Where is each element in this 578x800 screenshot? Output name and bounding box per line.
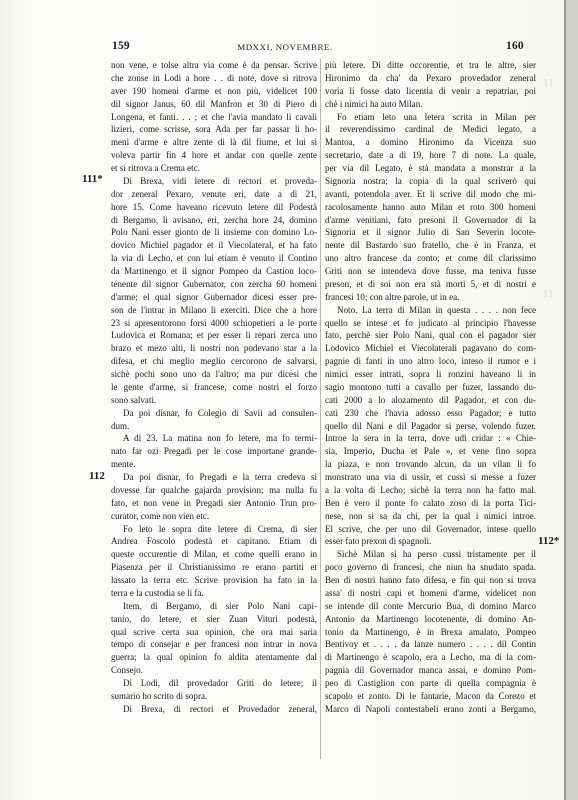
text-line: monstrato una via di ussir, et cussì si messe a fuzer: [325, 472, 536, 482]
text-line: dil signor Janus, 60 dil Manfron et 30 di Piero di: [111, 98, 317, 109]
text-line: Polo Nani esser gionto de li insieme con domino Lo-: [111, 227, 317, 238]
text-line: cati 230 che l'havia adosso esso Pagador; e tutto: [325, 407, 536, 418]
text-line: qual scrive certa sua opinion, che ora mai saria: [111, 626, 317, 637]
text-line: Sichè Milan si ha perso cussì tristamente per il: [337, 549, 536, 560]
text-line: Introe la sera in la terra, dove udì cridar : « Chie-: [325, 433, 536, 444]
text-line: guerra; la qual opinion fo aldita atentamente dal: [111, 652, 317, 663]
text-line: dor zeneral Pexaro, venute eri, date a dì 21,: [111, 188, 317, 199]
right-text-column: [325, 59, 536, 716]
text-line: brazo et mezo alti, li nostri non podevano star a la: [111, 343, 317, 354]
text-line: assa' di nostri capi et homeni d'arme, videlicet non: [325, 587, 536, 598]
text-line: Noto. La terra di Milan in questa . . . . non fece: [337, 304, 536, 315]
text-line: Da poi disnar, fo Pregadi e la terra credeva si: [123, 472, 317, 482]
text-line: Fo etiam leto una letera scrita in Milan per: [337, 111, 536, 122]
text-line: pagnia dil Governador manca assai, e domino Pom-: [325, 665, 536, 676]
text-line: son de l'intrar in Milano li exerciti. Dice che a hore: [111, 304, 317, 315]
right-page-number: 160: [506, 40, 524, 52]
text-line: mente.: [111, 459, 136, 470]
text-line: Andrea Foscolo podestà et capitano. Etiam di: [111, 536, 317, 547]
text-line: voria li fosse dato licentia di venir a repatriar, poi: [325, 85, 536, 96]
text-line: Longena, et fanti. . . ; et che l'avia mandato li cavali: [111, 111, 317, 122]
text-line: El scrive, che per uno dil Governador, intese quello: [325, 523, 536, 534]
text-line: di Bergamo, li avisano, eri, zercha hore 24, domino: [111, 214, 317, 225]
text-line: sumario ho scrito di sopra.: [111, 690, 208, 701]
text-line: sagio montono tutti a cavallo per fuzer, lassando du-: [325, 381, 536, 392]
text-line: il reverendissimo cardinal de Medici legato, a: [325, 124, 536, 135]
text-line: Di Brexa, vidi letere di rectori et proveda-: [123, 175, 317, 186]
page-header: [0, 40, 578, 56]
text-line: avanti, potendola aver. Et li scrive dil modo che mi-: [325, 188, 536, 199]
text-line: aver 190 homeni d'arme et non più, videlicet 100: [111, 85, 317, 96]
text-line: nato far ozi Pregadi per le cose importane grande-: [111, 446, 317, 457]
text-line: esser fato prexon di spagnoli.: [325, 536, 432, 547]
text-line: Di Lodi, dil provedador Griti do letere; il: [123, 678, 317, 688]
text-line: nimici esser intrati, sopra li ronzini haveano li in: [325, 369, 536, 379]
text-line: Ben è vero il ponte fo calato zoso di la porta Tici-: [325, 497, 536, 508]
text-line: francesi 10; con altre parole, ut in ea.: [325, 291, 460, 302]
text-line: quello se intese et fo judicato al principio l'havesse: [325, 317, 536, 328]
text-line: Mantoa, a domino Hironimo da Vicenza suo: [325, 137, 536, 148]
text-line: Da poi disnar, fo Colegio di Savii ad consulen-: [123, 407, 317, 418]
text-line: scapolo et zonto. Di le fantarie, Macon da Corezo et: [325, 690, 536, 701]
text-line: sichè pochi sono uno da l'altro; ma pur dicesi che: [111, 369, 317, 379]
text-line: nese, non si sa da chi, per la qual i nimici introe.: [325, 510, 536, 521]
left-text-column: [111, 59, 317, 716]
text-line: tanio, do letere, et sier Zuan Vituri podestà,: [111, 613, 317, 624]
text-line: Marco di Napoli contestabeli erano zonti a Bergamo,: [325, 703, 536, 714]
text-line: lassato la terra etc. Scrive provision ha fato in la: [111, 575, 317, 585]
text-line: che zonse in Lodi a hore . . di note, dove si ritrova: [111, 72, 317, 83]
text-line: 23 si apresentorono forsi 4000 schiopetieri a le porte: [111, 317, 317, 328]
text-line: da Martinengo et il signor Pompeo da Castion loco-: [111, 266, 317, 276]
margin-note: 112: [89, 470, 105, 482]
text-line: Ludovica et Romana; et per esser li repari zerca uno: [111, 330, 317, 341]
page-edge-strip: [564, 0, 578, 800]
text-line: uno altro francese da conto; et come dil clarissimo: [325, 253, 536, 264]
text-line: Signoria nostra; la copia di la qual scriverò qui: [325, 175, 536, 186]
text-line: fato, et non vene in Pregadi sier Antonio Trun pro-: [111, 497, 317, 508]
text-line: Consejo.: [111, 665, 143, 676]
text-line: Griti non se intendeva dove fusse, ma teniva fusse: [325, 266, 536, 276]
text-line: voleva partir fin 4 hore et andar con quelle zente: [111, 150, 317, 161]
text-line: curator, come non vien etc.: [111, 510, 210, 521]
text-line: poco governo di francesi, che niun ha snudato spada.: [325, 562, 536, 573]
text-line: non vene, e tolse altra via come è da pensar. Scrive: [111, 60, 317, 70]
text-line: Fo leto le sopra dite letere di Crema, di sier: [123, 523, 317, 534]
text-line: Bentivoy et . . . . da lanze numero . . . . dil Contin: [325, 639, 536, 650]
text-line: Item, di Bergamo, di sier Polo Nani capi-: [123, 600, 317, 611]
text-line: fato, perchè sier Polo Nani, qual con el pagador sier: [325, 330, 536, 341]
text-line: dum.: [111, 420, 130, 431]
text-line: terra e la custodia se li fa.: [111, 587, 204, 598]
text-line: a la volta di Lecho; sichè la terra non ha fatto mal.: [325, 484, 536, 495]
text-line: Ben di nostri hanno fato difesa, e fin qui non si trova: [325, 575, 536, 585]
text-line: quello dil Nani e dil Pagador si perse, volendo fuzer.: [325, 420, 536, 431]
text-line: per via dil Legato, è stà mandata a monstrar a la: [325, 163, 536, 173]
text-line: queste occurentie di Milan, et come quelli erano in: [111, 549, 317, 560]
text-line: le gente d'arme, sì francese, come nostri el forzo: [111, 381, 317, 392]
text-line: secretario, date a dì 19, hore 7 di note. La quale,: [325, 150, 536, 161]
text-line: la via di Lecho, et con lui etiam è venuto il Contino: [111, 253, 317, 264]
text-line: più letere. Di ditte occorentie, et tra le altre, sier: [325, 60, 536, 70]
column-separator: [320, 59, 321, 759]
text-line: d'arme venitiani, fato presoni il Governador di la: [325, 214, 536, 225]
text-line: pagnie di fanti in uno altro loco, inteso il rumor e i: [325, 356, 536, 367]
text-line: sono salvati.: [111, 394, 157, 405]
text-line: nente dil Bastardo suo fratello, che è in Franza, et: [325, 240, 536, 251]
text-line: A dì 23. La matina non fo letere, ma fo termi-: [123, 433, 317, 444]
text-line: lizieri, come scrisse, sora Ada per far passar li ho-: [111, 124, 317, 135]
text-line: dovico Michiel pagador et il Viecolateral, et ha fato: [111, 240, 317, 251]
text-line: sia, Imperio, Ducha et Pale », et vene fino sopra: [325, 446, 536, 457]
bleed-through-number: 11: [543, 77, 554, 89]
text-line: la piaza, e non trovando alcun, da un vilan li fo: [325, 459, 536, 470]
text-line: peo di Castiglion con parte di quella compagnia è: [325, 678, 536, 688]
text-line: d'arme; el qual signor Gubernador dicesi esser pre-: [111, 291, 317, 302]
bleed-through-number: 11: [543, 288, 554, 300]
text-line: Hironimo da cha' da Pexaro provedador zeneral: [325, 72, 536, 83]
text-line: tempo di consejar e per francesi non intrar in nova: [111, 639, 317, 650]
text-line: difesa, et chi meglio meglio cercorono de salvarsi,: [111, 356, 317, 367]
text-line: se intende dil conte Mercurio Bua, di domino Marco: [325, 600, 536, 611]
margin-note: 111*: [82, 173, 103, 185]
text-line: dovesse far qualche gajarda provision; ma nulla fu: [111, 484, 317, 495]
text-line: Di Brexa, di rectori et Provedador zeneral,: [123, 703, 317, 714]
running-title: MDXXI, NOVEMBRE.: [237, 42, 333, 52]
margin-note: 112*: [538, 535, 560, 547]
text-line: hore 15. Come haveano ricevuto letere dil Podestà: [111, 201, 317, 212]
page-edge-line: [564, 0, 566, 800]
text-line: cati 2000 a lo alozamento dil Pagador, et con du-: [325, 394, 536, 405]
text-line: Signoria et il signor Julio di San Severin locote-: [325, 227, 536, 238]
text-line: tonio da Martinengo, è in Brexa amalato, Pompeo: [325, 626, 536, 637]
text-line: Piasenza per il Christianissimo re erano partiti et: [111, 562, 317, 573]
text-line: Antonio da Martinengo locotenente, di domino An-: [325, 613, 536, 624]
text-line: chè i nimici ha auto Milan.: [325, 98, 423, 109]
left-page-number: 159: [112, 40, 130, 52]
text-line: tenente dil signor Gubernator, con zercha 60 homeni: [111, 278, 317, 289]
text-line: Lodovico Michiel et Viecolaterali pagavano do com-: [325, 343, 536, 354]
text-line: meni d'arme e altre zente di là dil fiume, et lui si: [111, 137, 317, 148]
text-line: di Martinengo è scapolo, era a Lecho, ma di la com-: [325, 652, 536, 663]
text-line: preson, et di soi non era stà morti 5, et di nostri e: [325, 278, 536, 289]
text-line: racolosamente hanno auto Milan et roto 300 homeni: [325, 201, 536, 212]
text-line: et si ritrova a Crema etc.: [111, 163, 200, 173]
